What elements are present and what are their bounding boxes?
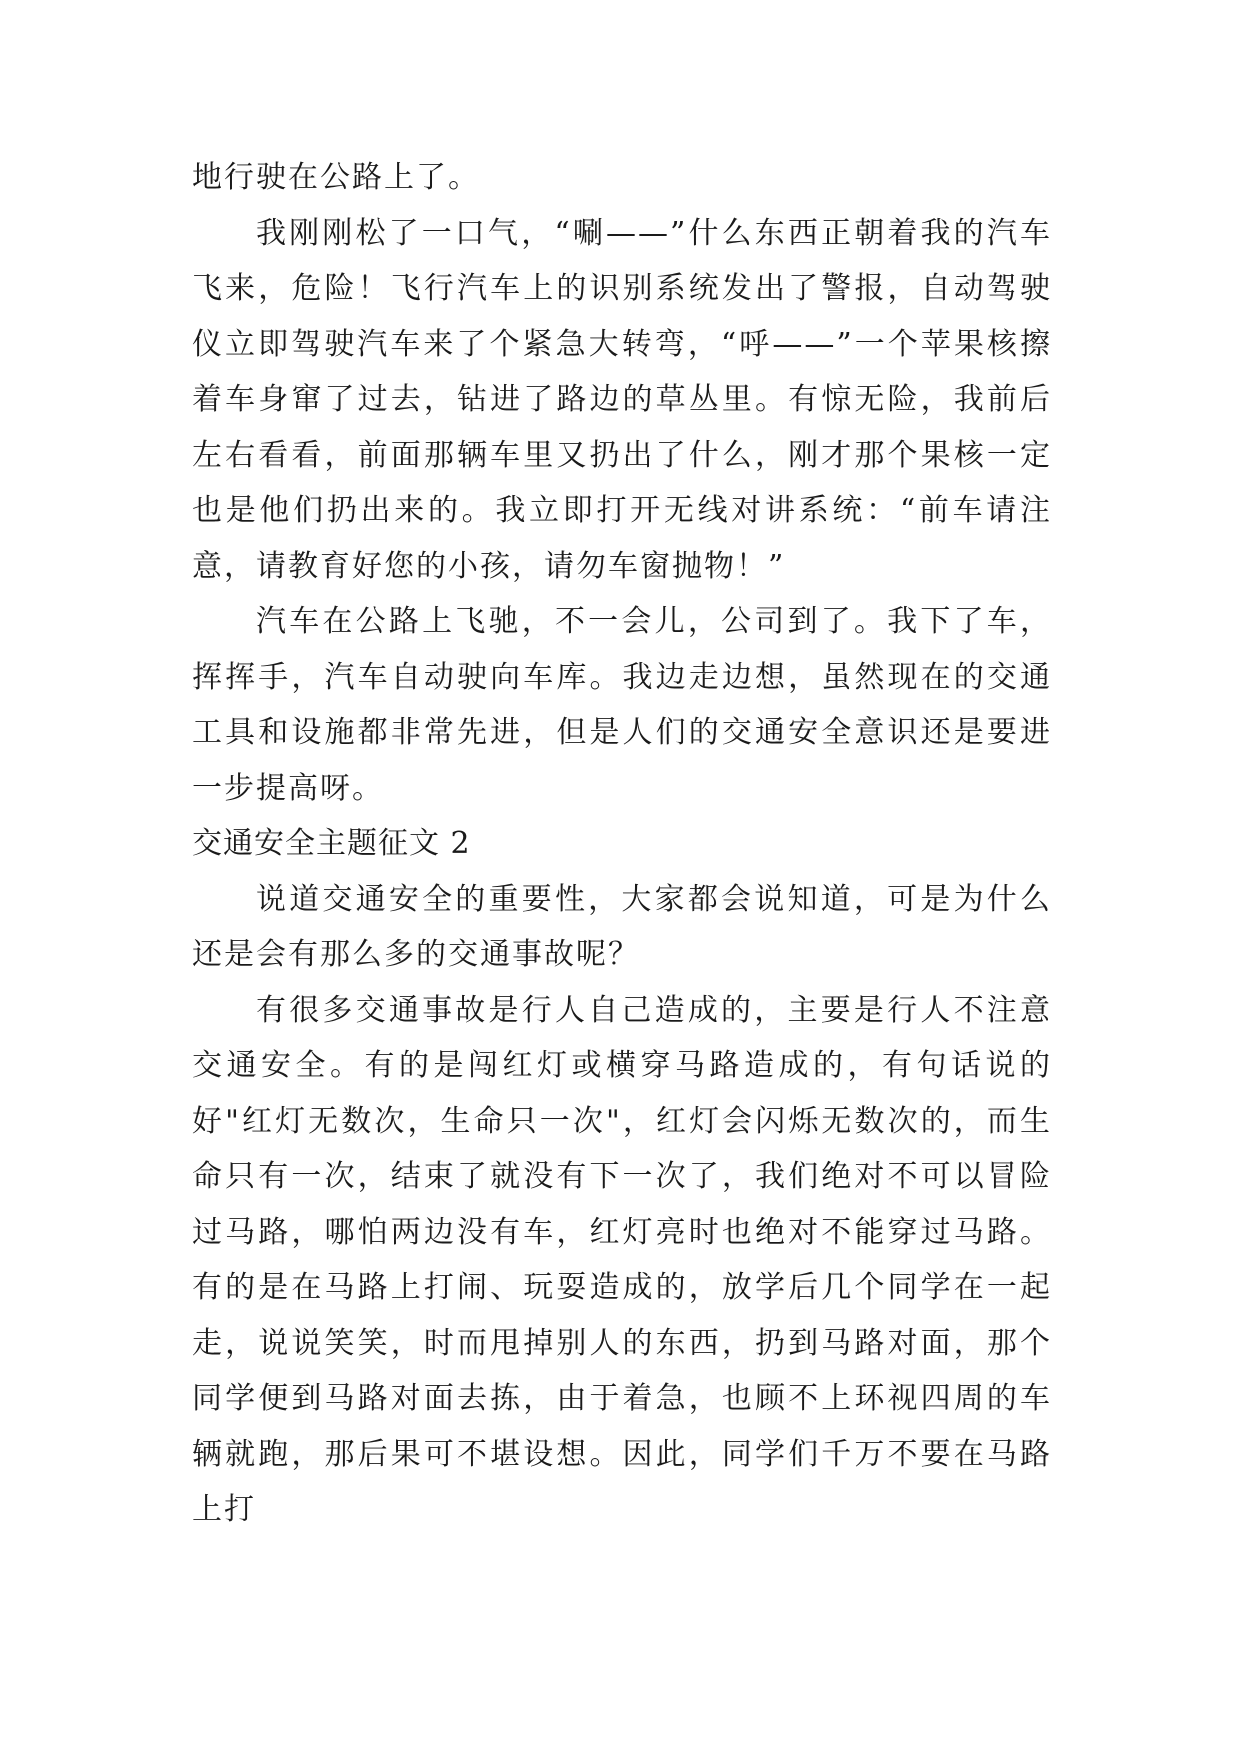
paragraph-pedestrian-accidents: 有很多交通事故是行人自己造成的，主要是行人不注意交通安全。有的是闯红灯或横穿马路造成的，有句话说的好"红灯无数次，生命只一次"，红灯会闪烁无数次的，而生命只有一次，结束了就没有下一次了，我们绝对不可以冒险过马路，哪怕两边没有车，红灯亮时也绝对不能穿过马路。有的是在马路上打闹、玩耍造成的，放学后几个同学在一起走，说说笑笑，时而甩掉别人的东西，扔到马路对面，那个同学便到马路对面去拣，由于着急，也顾不上环视四周的车辆就跑，那后果可不堪设想。因此，同学们千万不要在马路上打	[192, 992, 1052, 1527]
paragraph-arrive-company: 汽车在公路上飞驰，不一会儿，公司到了。我下了车，挥挥手，汽车自动驶向车库。我边走边想，虽然现在的交通工具和设施都非常先进，但是人们的交通安全意识还是要进一步提高呀。	[192, 604, 1052, 806]
paragraph-flying-car-apple-core: 我刚刚松了一口气，“唰——”什么东西正朝着我的汽车飞来，危险！飞行汽车上的识别系统发出了警报，自动驾驶仪立即驾驶汽车来了个紧急大转弯，“呼——”一个苹果核擦着车身窜了过去，钻进了路边的草丛里。有惊无险，我前后左右看看，前面那辆车里又扔出了什么，刚才那个果核一定也是他们扔出来的。我立即打开无线对讲系统：“前车请注意，请教育好您的小孩，请勿车窗抛物！”	[192, 215, 1052, 584]
paragraph-continuation: 地行驶在公路上了。	[192, 160, 480, 195]
section-heading: 交通安全主题征文 2	[192, 826, 471, 861]
document-body	[192, 150, 1052, 1538]
paragraph-importance-question: 说道交通安全的重要性，大家都会说知道，可是为什么还是会有那么多的交通事故呢？	[192, 881, 1052, 972]
